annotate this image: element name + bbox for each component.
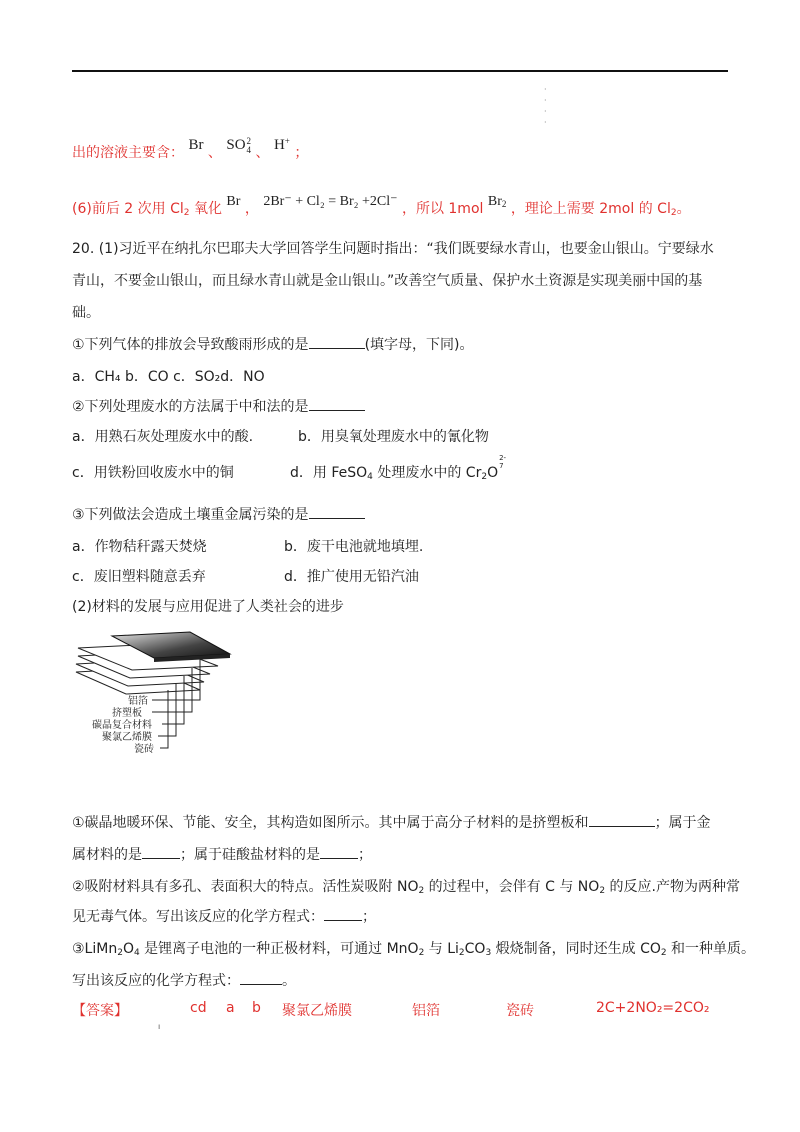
answer-blank[interactable] [309, 334, 365, 349]
q20-intro-1: 20. (1)习近平在纳扎尔巴耶夫大学回答学生问题时指出：“我们既要绿水青山，也要金山银山。宁要绿水 [72, 241, 714, 257]
line-end: ； [294, 145, 309, 161]
carbon-crystal-heating-diagram [72, 628, 262, 770]
q20-sub2-option-b: b．用臭氧处理废水中的氰化物 [298, 429, 489, 445]
answer-item-3: b [252, 1000, 261, 1016]
q20-m1-line2: 属材料的是 ；属于硅酸盐材料的是 ； [72, 844, 372, 864]
q20-m2-line1: ②吸附材料具有多孔、表面积大的特点。活性炭吸附 $NO_2$ 的过程中，会伴有 C 与 $NO_2$ 的反应.产物为两种常 [72, 879, 740, 896]
answer-blank[interactable] [309, 504, 365, 519]
q20-sub1-question: ①下列气体的排放会导致酸雨形成的是 (填字母，下同)。 [72, 334, 474, 354]
fig-label-carbon: 碳晶复合材料 [92, 720, 152, 731]
oxidation-equation: 2Br⁻ + Cl₂ = Br₂ +2Cl⁻ [263, 194, 398, 209]
q20-sub3-option-d: d．推广使用无铅汽油 [284, 569, 419, 585]
fig-label-pvc: 聚氯乙烯膜 [102, 732, 152, 743]
q20-sub2-option-d: d．用 FeSO$_4$ 处理废水中的 $Cr_2O$ 2- 7 [290, 454, 507, 482]
footer-mark: ı [158, 1022, 161, 1031]
q20-sub3-question: ③下列做法会造成土壤重金属污染的是 [72, 504, 365, 524]
q20-sub2-option-c: c．用铁粉回收废水中的铜 [72, 465, 234, 481]
answer-blank[interactable] [309, 396, 365, 411]
br-ion: Br [226, 194, 241, 209]
br2-formula: $Br_2$ [487, 194, 507, 209]
q20-sub2-option-a: a．用熟石灰处理废水中的酸. [72, 429, 254, 445]
q6-prefix: (6)前后 2 次用 Cl [72, 201, 184, 217]
header-rule [72, 70, 728, 72]
answer-blank[interactable] [324, 906, 362, 921]
ion-br: Br [188, 137, 204, 153]
solution-ions-line [72, 135, 309, 163]
separator: 、 [207, 145, 222, 161]
ion-h: H+ [273, 136, 290, 153]
q20-m1-line1: ①碳晶地暖环保、节能、安全，其构造如图所示。其中属于高分子材料的是挤塑板和 ；属于金 [72, 812, 711, 832]
q20-intro-3: 础。 [72, 305, 100, 321]
solution-prefix: 出的溶液主要含： [72, 145, 184, 161]
q20-sub2-question: ②下列处理废水的方法属于中和法的是 [72, 396, 365, 416]
layer-stack-svg [72, 628, 262, 770]
q20-intro-2: 青山，不要金山银山，而且绿水青山就是金山银山。”改善空气质量、保护水土资源是实现美丽中国的基 [72, 273, 703, 289]
answer-blank[interactable] [142, 844, 180, 859]
margin-dots: · · · · [544, 85, 547, 127]
q20-sub3-option-c: c．废旧塑料随意丢弃 [72, 569, 206, 585]
fig-label-board: 挤塑板 [112, 708, 142, 719]
q20-sub3-option-a: a．作物秸秆露天焚烧 [72, 539, 207, 555]
q6-answer-line: (6)前后 2 次用 $Cl_2$ 氧化 Br ， 2Br⁻ + Cl₂ = Br₂ +2Cl⁻ ，所以 1mol $Br_2$ ，理论上需要 2mol 的 $Cl_2$。 [72, 194, 691, 218]
fig-label-ceramic: 瓷砖 [134, 744, 154, 755]
answer-item-6: 瓷砖 [506, 1003, 534, 1019]
answer-blank[interactable] [240, 970, 282, 985]
fig-label-aluminum: 铝箔 [128, 696, 148, 707]
answer-blank[interactable] [320, 844, 358, 859]
answer-item-2: a [226, 1000, 235, 1016]
answer-label: 【答案】 [72, 1003, 128, 1019]
q20-sub1-options: a．CH₄ b．CO c．SO₂d．NO [72, 369, 265, 385]
answer-blank[interactable] [589, 812, 655, 827]
answer-item-5: 铝箔 [412, 1003, 440, 1019]
q20-m3-line2: 写出该反应的化学方程式： 。 [72, 970, 296, 990]
separator: 、 [255, 145, 270, 161]
answer-item-1: cd [190, 1000, 207, 1016]
q20-m2-line2: 见无毒气体。写出该反应的化学方程式： ； [72, 906, 376, 926]
ion-so4: SO 2 4 [226, 135, 252, 155]
answer-item-7: 2C+2NO₂=2CO₂ [596, 1000, 710, 1016]
q20-part2-title: (2)材料的发展与应用促进了人类社会的进步 [72, 599, 344, 615]
q20-sub3-option-b: b．废干电池就地填埋. [284, 539, 424, 555]
answer-item-4: 聚氯乙烯膜 [282, 1003, 352, 1019]
q20-m3-line1: $③LiMn_2O_4$ 是锂离子电池的一种正极材料，可通过 MnO$_2$ 与 $Li_2CO_3$ 煅烧制备，同时还生成 $CO_2$ 和一种单质。 [72, 941, 756, 958]
